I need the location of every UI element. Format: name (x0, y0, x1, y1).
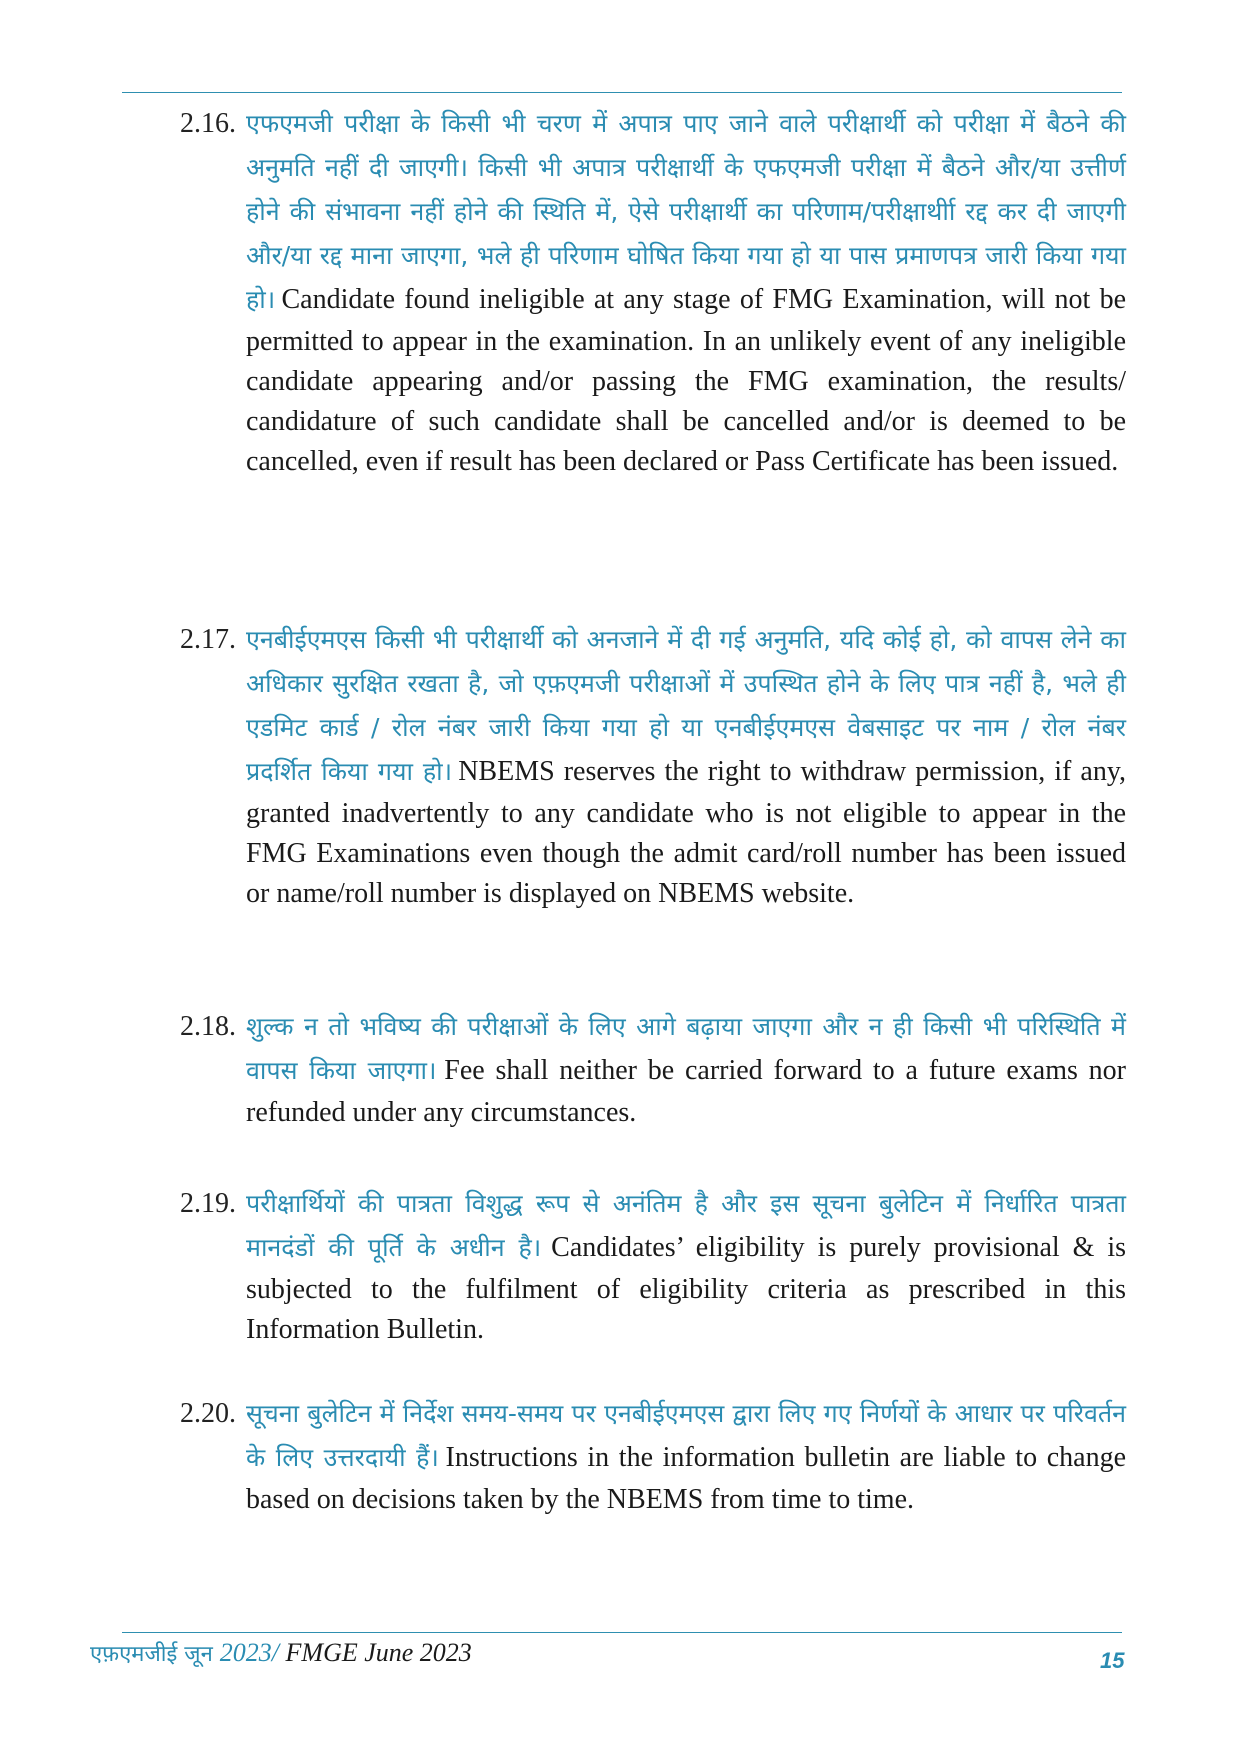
clause-hindi-text: सूचना बुलेटिन में निर्देश समय-समय पर एनबीईएमएस द्वारा लिए गए निर्णयों के आधार पर परिवर्तन के लिए उत्तरदायी हैं। (246, 1399, 1126, 1472)
clause-english-text: Instructions in the information bulletin are liable to change based on decisions taken by the NBEMS from time to time. (246, 1442, 1127, 1515)
clause-hindi-text: परीक्षार्थियों की पात्रता विशुद्ध रूप से अनंतिम है और इस सूचना बुलेटिन में निर्धारित पात्रता मानदंडों की पूर्ति के अधीन है। (246, 1189, 1126, 1262)
clause-2-16 (180, 102, 1125, 482)
clause-hindi-text: एनबीईएमएस किसी भी परीक्षार्थी को अनजाने में दी गई अनुमति, यदि कोई हो, को वापस लेने का अधिकार सुरक्षित रखता है, जो एफ़एमजी परीक्षाओं में उपस्थित होने के लिए पात्र नहीं है, भले ही एडमिट कार्ड / रोल नंबर जारी किया गया हो या एनबीईएमएस वेबसाइट पर नाम / रोल नंबर प्रदर्शित किया गया हो। (246, 625, 1126, 786)
clause-hindi-text: एफएमजी परीक्षा के किसी भी चरण में अपात्र पाए जाने वाले परीक्षार्थी को परीक्षा में बैठने की अनुमति नहीं दी जाएगी। किसी भी अपात्र परीक्षार्थी के एफएमजी परीक्षा में बैठने और/या उत्तीर्ण होने की संभावना नहीं होने की स्थिति में, ऐसे परीक्षार्थी का परिणाम/परीक्षार्थीा रद्द कर दी जाएगी और/या रद्द माना जाएगा, भले ही परिणाम घोषित किया गया हो या पास प्रमाणपत्र जारी किया गया हो। (246, 109, 1126, 314)
clause-english-text: Candidate found ineligible at any stage of FMG Examination, will not be permitted to appear in the examination. In an unlikely event of any ineligible candidate appearing and/or passing the FMG examination, the results/ candidature of such candidate shall be cancelled and/or is deemed to be cancelled, even if result has been declared or Pass Certificate has been issued. (246, 284, 1126, 477)
clause-number: 2.17. (180, 624, 236, 655)
clause-number: 2.20. (180, 1398, 236, 1429)
clause-hindi-text: शुल्क न तो भविष्य की परीक्षाओं के लिए आगे बढ़ाया जाएगा और न ही किसी भी परिस्थिति में वापस किया जाएगा। (246, 1012, 1126, 1085)
clause-english-text: Fee shall neither be carried forward to a future exams nor refunded under any circumstances. (246, 1055, 1126, 1128)
clause-2-20 (180, 1392, 1125, 1520)
footer-rule (122, 1632, 1122, 1633)
footer-title (90, 1638, 472, 1668)
clause-body (246, 618, 1126, 914)
clause-english-text: NBEMS reserves the right to withdraw permission, if any, granted inadvertently to any candidate who is not eligible to appear in the FMG Examinations even though the admit card/roll number has been issued or name/roll number is displayed on NBEMS website. (246, 756, 1126, 909)
header-rule (122, 92, 1122, 93)
clause-number: 2.16. (180, 108, 236, 139)
clause-english-text: Candidates’ eligibility is purely provisional & is subjected to the fulfilment of eligibility criteria as prescribed in this Information Bulletin. (246, 1232, 1126, 1345)
clause-2-18 (180, 1005, 1125, 1133)
footer-hindi-title: एफ़एमजीई जून (90, 1642, 220, 1667)
clause-body (246, 1005, 1126, 1133)
clause-body (246, 102, 1126, 482)
clause-2-17 (180, 618, 1125, 914)
clause-body (246, 1182, 1126, 1350)
footer-year: 2023/ (219, 1638, 280, 1667)
clause-2-19 (180, 1182, 1125, 1350)
clause-number: 2.19. (180, 1188, 236, 1219)
clause-number: 2.18. (180, 1011, 236, 1042)
page-number: 15 (1100, 1648, 1125, 1673)
footer-english-title: FMGE June 2023 (279, 1638, 472, 1667)
clause-body (246, 1392, 1126, 1520)
